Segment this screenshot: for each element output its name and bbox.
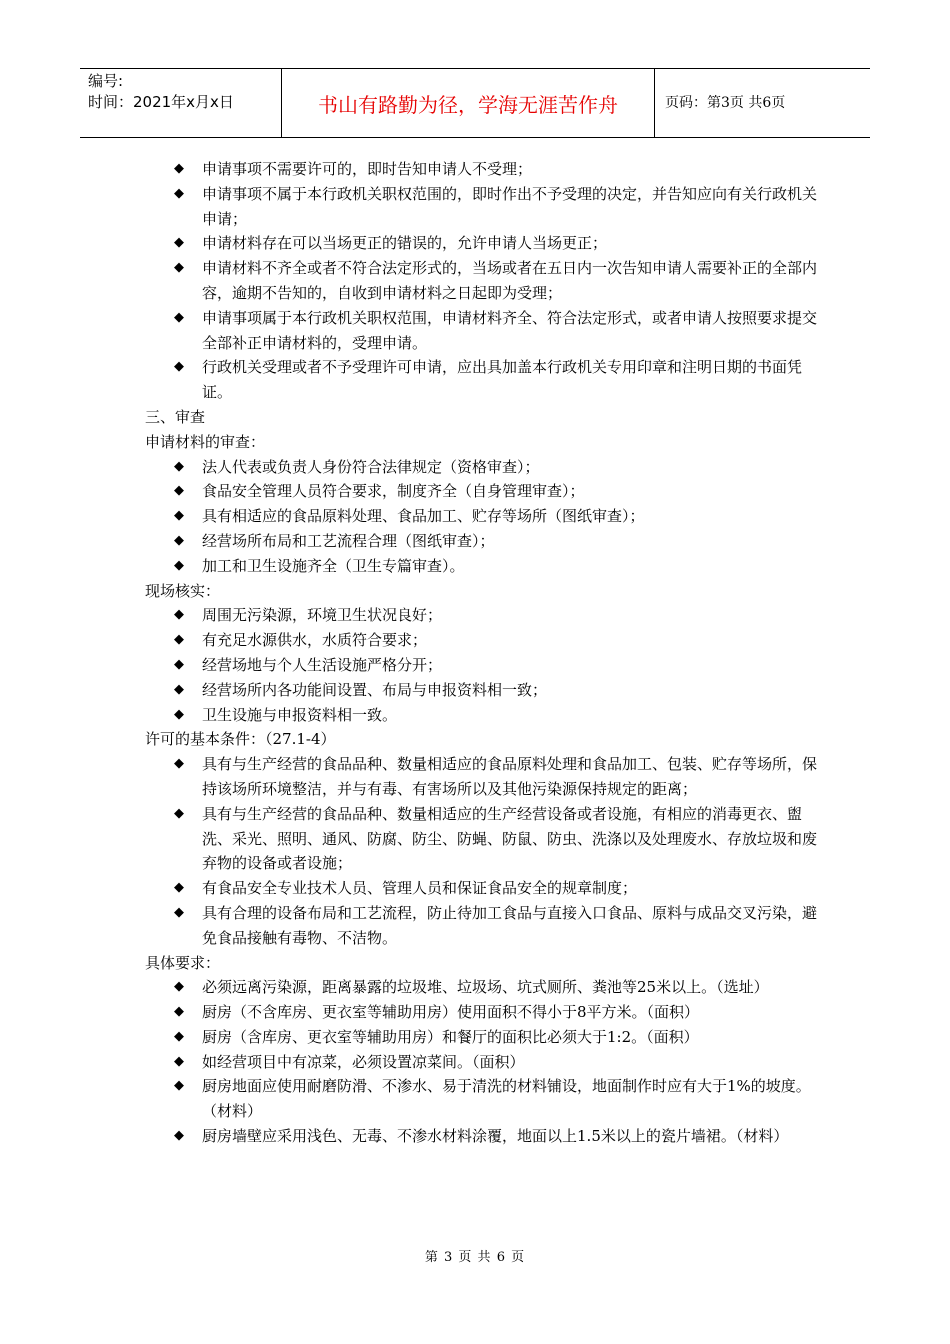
bullet-item: ◆ 具有合理的设备布局和工艺流程，防止待加工食品与直接入口食品、原料与成品交叉污染，避免食品接触有毒物、不洁物。	[145, 901, 825, 951]
bullet-item: ◆ 申请事项不需要许可的，即时告知申请人不受理；	[145, 157, 825, 182]
header-meta	[80, 69, 282, 137]
bullet-item: ◆ 申请事项不属于本行政机关职权范围的，即时作出不予受理的决定，并告知应向有关行政机关申请；	[145, 182, 825, 232]
bullet-item: ◆ 行政机关受理或者不予受理许可申请，应出具加盖本行政机关专用印章和注明日期的书面凭证。	[145, 355, 825, 405]
bullet-item: ◆ 必须远离污染源，距离暴露的垃圾堆、垃圾场、坑式厕所、粪池等25米以上。（选址）	[145, 975, 825, 1000]
bullet-item: ◆ 厨房墙壁应采用浅色、无毒、不渗水材料涂覆，地面以上1.5米以上的瓷片墙裙。（材料）	[145, 1124, 825, 1149]
bullet-item: ◆ 如经营项目中有凉菜，必须设置凉菜间。（面积）	[145, 1050, 825, 1075]
bullet-item: ◆ 申请事项属于本行政机关职权范围，申请材料齐全、符合法定形式，或者申请人按照要求提交全部补正申请材料的，受理申请。	[145, 306, 825, 356]
document-body	[145, 157, 825, 1149]
section-heading: 三、审查	[145, 407, 206, 426]
section-heading: 许可的基本条件：（27.1-4）	[145, 730, 336, 749]
section-heading: 申请材料的审查：	[145, 432, 266, 451]
section-heading: 具体要求：	[145, 953, 221, 972]
bullet-item: ◆ 具有相适应的食品原料处理、食品加工、贮存等场所（图纸审查）；	[145, 504, 825, 529]
document-time-label: 时间：2021年x月x日	[88, 93, 234, 111]
bullet-item: ◆ 厨房（不含库房、更衣室等辅助用房）使用面积不得小于8平方米。（面积）	[145, 1000, 825, 1025]
header-motto: 书山有路勤为径，学海无涯苦作舟	[282, 69, 655, 137]
bullet-item: ◆ 有食品安全专业技术人员、管理人员和保证食品安全的规章制度；	[145, 876, 825, 901]
bullet-item: ◆ 厨房（含库房、更衣室等辅助用房）和餐厅的面积比必须大于1:2。（面积）	[145, 1025, 825, 1050]
bullet-item: ◆ 经营场所内各功能间设置、布局与申报资料相一致；	[145, 678, 825, 703]
bullet-item: ◆ 有充足水源供水，水质符合要求；	[145, 628, 825, 653]
header-page-indicator: 页码：第3页 共6页	[665, 95, 786, 111]
bullet-item: ◆ 经营场地与个人生活设施严格分开；	[145, 653, 825, 678]
bullet-item: ◆ 法人代表或负责人身份符合法律规定（资格审查）；	[145, 455, 825, 480]
section-heading: 现场核实：	[145, 581, 221, 600]
page-header	[80, 68, 870, 138]
bullet-item: ◆ 卫生设施与申报资料相一致。	[145, 703, 825, 728]
bullet-item: ◆ 周围无污染源，环境卫生状况良好；	[145, 603, 825, 628]
bullet-item: ◆ 具有与生产经营的食品品种、数量相适应的生产经营设备或者设施，有相应的消毒更衣、盥洗、采光、照明、通风、防腐、防尘、防蝇、防鼠、防虫、洗涤以及处理废水、存放垃圾和废弃物的设备或者设施；	[145, 802, 825, 876]
bullet-item: ◆ 申请材料存在可以当场更正的错误的，允许申请人当场更正；	[145, 231, 825, 256]
bullet-item: ◆ 厨房地面应使用耐磨防滑、不渗水、易于清洗的材料铺设，地面制作时应有大于1%的坡度。（材料）	[145, 1074, 825, 1124]
page-footer: 第 3 页 共 6 页	[424, 1250, 526, 1265]
bullet-item: ◆ 具有与生产经营的食品品种、数量相适应的食品原料处理和食品加工、包装、贮存等场所，保持该场所环境整洁，并与有毒、有害场所以及其他污染源保持规定的距离；	[145, 752, 825, 802]
bullet-item: ◆ 经营场所布局和工艺流程合理（图纸审查）；	[145, 529, 825, 554]
document-number-label: 编号:	[88, 72, 124, 90]
bullet-item: ◆ 申请材料不齐全或者不符合法定形式的，当场或者在五日内一次告知申请人需要补正的全部内容，逾期不告知的，自收到申请材料之日起即为受理；	[145, 256, 825, 306]
bullet-item: ◆ 食品安全管理人员符合要求，制度齐全（自身管理审查）；	[145, 479, 825, 504]
bullet-item: ◆ 加工和卫生设施齐全（卫生专篇审查）。	[145, 554, 825, 579]
